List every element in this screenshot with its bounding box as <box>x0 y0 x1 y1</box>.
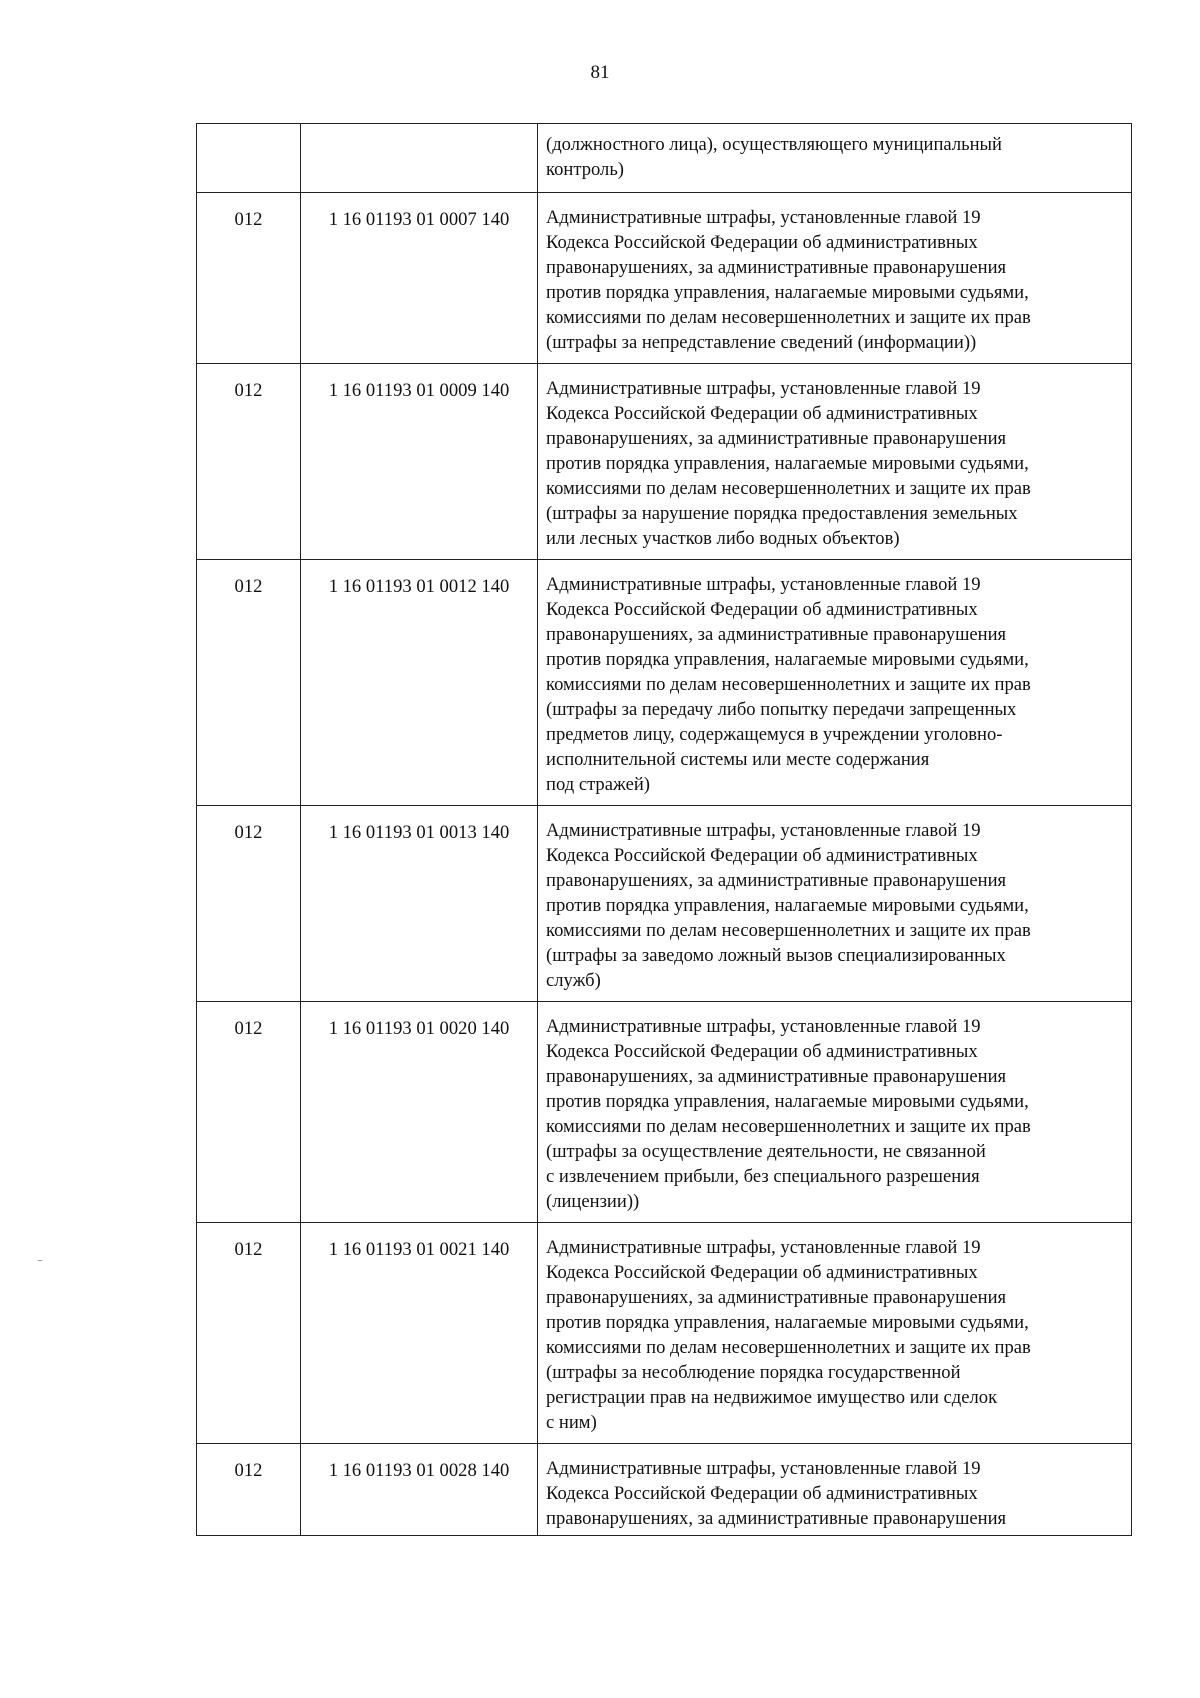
description-cell: Административные штрафы, установленные главой 19 Кодекса Российской Федерации об административных правонарушениях, за административные правонарушения против порядка управления, налагаемые мировыми судьями, комиссиями по делам несовершеннолетних и защите их прав (штрафы за непредставление сведений (информации)) <box>538 193 1132 364</box>
description-cell: Административные штрафы, установленные главой 19 Кодекса Российской Федерации об административных правонарушениях, за административные правонарушения против порядка управления, налагаемые мировыми судьями, комиссиями по делам несовершеннолетних и защите их прав (штрафы за передачу либо попытку передачи запрещенных предметов лицу, содержащемуся в учреждении уголовно- исполнительной системы или месте содержания под стражей) <box>538 560 1132 806</box>
budget-code-cell: 1 16 01193 01 0007 140 <box>301 193 538 364</box>
budget-code-cell: 1 16 01193 01 0012 140 <box>301 560 538 806</box>
table-row <box>197 1223 1132 1444</box>
budget-code-cell: 1 16 01193 01 0021 140 <box>301 1223 538 1444</box>
budget-code-cell: 1 16 01193 01 0009 140 <box>301 364 538 560</box>
table-row <box>197 1444 1132 1536</box>
description-cell: (должностного лица), осуществляющего муниципальный контроль) <box>538 124 1132 193</box>
admin-code-cell: 012 <box>197 193 301 364</box>
table-row <box>197 364 1132 560</box>
budget-code-cell: 1 16 01193 01 0013 140 <box>301 806 538 1002</box>
table-row <box>197 560 1132 806</box>
description-cell: Административные штрафы, установленные главой 19 Кодекса Российской Федерации об административных правонарушениях, за административные правонарушения против порядка управления, налагаемые мировыми судьями, комиссиями по делам несовершеннолетних и защите их прав (штрафы за несоблюдение порядка государственной регистрации прав на недвижимое имущество или сделок с ним) <box>538 1223 1132 1444</box>
description-cell: Административные штрафы, установленные главой 19 Кодекса Российской Федерации об административных правонарушениях, за административные правонарушения против порядка управления, налагаемые мировыми судьями, комиссиями по делам несовершеннолетних и защите их прав (штрафы за заведомо ложный вызов специализированных служб) <box>538 806 1132 1002</box>
description-cell: Административные штрафы, установленные главой 19 Кодекса Российской Федерации об административных правонарушениях, за административные правонарушения против порядка управления, налагаемые мировыми судьями, комиссиями по делам несовершеннолетних и защите их прав (штрафы за нарушение порядка предоставления земельных или лесных участков либо водных объектов) <box>538 364 1132 560</box>
admin-code-cell: 012 <box>197 560 301 806</box>
admin-code-cell: 012 <box>197 364 301 560</box>
admin-code-cell: 012 <box>197 1002 301 1223</box>
budget-classification-table <box>196 123 1132 1536</box>
admin-code-cell: 012 <box>197 1223 301 1444</box>
budget-code-cell <box>301 124 538 193</box>
table-row <box>197 193 1132 364</box>
description-cell: Административные штрафы, установленные главой 19 Кодекса Российской Федерации об административных правонарушениях, за административные правонарушения против порядка управления, налагаемые мировыми судьями, комиссиями по делам несовершеннолетних и защите их прав (штрафы за осуществление деятельности, не связанной с извлечением прибыли, без специального разрешения (лицензии)) <box>538 1002 1132 1223</box>
admin-code-cell: 012 <box>197 1444 301 1536</box>
description-cell: Административные штрафы, установленные главой 19 Кодекса Российской Федерации об административных правонарушениях, за административные правонарушения <box>538 1444 1132 1536</box>
scan-speck <box>38 1260 42 1261</box>
budget-code-cell: 1 16 01193 01 0020 140 <box>301 1002 538 1223</box>
table-row <box>197 1002 1132 1223</box>
admin-code-cell: 012 <box>197 806 301 1002</box>
budget-code-cell: 1 16 01193 01 0028 140 <box>301 1444 538 1536</box>
table-row <box>197 806 1132 1002</box>
page-number: 81 <box>590 62 610 83</box>
table-row <box>197 124 1132 193</box>
admin-code-cell <box>197 124 301 193</box>
